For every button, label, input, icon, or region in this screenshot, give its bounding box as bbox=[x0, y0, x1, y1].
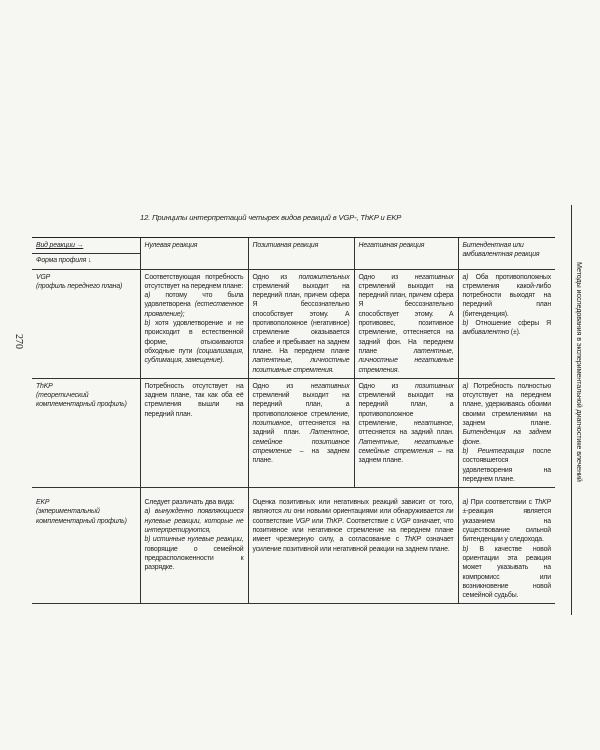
cell-text: позитивное bbox=[252, 420, 291, 428]
row-label bbox=[32, 269, 140, 378]
cell-text: Латентные, негативные семейные стремления bbox=[358, 438, 454, 455]
cell-text: стремлений выходит на передний план, причем сфера Я бессознательно способствует этому. А противовес, позитивное стремление, оттесняется на задний фон. На переднем плане bbox=[358, 282, 454, 355]
cell-text: VGP bbox=[295, 517, 310, 525]
cell-text: стремлений выходит на передний план, причем сфера Я бессознательно способствует этому. А противоположное (негативное) стремление оказывается слабее и пребывает на заднем плане. На переднем плане bbox=[252, 282, 350, 355]
cell-text: Потребность полностью отсутствует на переднем плане, удерживаясь обоими своими стремлениями на заднем плане. bbox=[462, 382, 551, 428]
cell-text: (социализация, сублимация, замещение). bbox=[144, 347, 244, 365]
cell-text: потому что была удовлетворена bbox=[144, 292, 244, 309]
row-label-title: ThKP bbox=[36, 382, 53, 390]
cell-text: Битенденция на заднем фоне. bbox=[462, 429, 551, 446]
cell-text: Отношение сферы Я bbox=[468, 320, 551, 328]
corner-header bbox=[32, 238, 140, 270]
cell-text: ли bbox=[283, 508, 292, 516]
table-cell-merged bbox=[248, 488, 458, 604]
cell-text: Латентное, семейное позитивное стремление bbox=[252, 429, 350, 455]
table-cell bbox=[458, 378, 555, 487]
cell-text: латентные, личностные негативные стремления. bbox=[358, 347, 454, 374]
cell-text: означает, что позитивное или негативное стремление на переднем плане имеет чрезмерную силу, а согласование с bbox=[252, 517, 454, 544]
cell-text: говорящие о семейной предрасположенности к разрядке. bbox=[144, 545, 244, 572]
cell-text: ThKP bbox=[534, 499, 551, 507]
table-cell bbox=[354, 269, 458, 378]
row-label-subtitle: (профиль переднего плана) bbox=[36, 282, 123, 290]
cell-text: VGP bbox=[396, 517, 411, 525]
row-label bbox=[32, 488, 140, 604]
row-label-title: EKP bbox=[36, 499, 50, 507]
cell-text: стремлений выходит на передний план, а противоположное стремление, bbox=[252, 392, 350, 418]
cell-text: ±-реакция является указанием на существование сильной битенденции у следохода. bbox=[462, 508, 551, 544]
cell-text: В качестве новой ориентации эта реакция может указывать на компромисс или возникновение новой семейной судьбы. bbox=[462, 545, 551, 600]
cell-text: означает усиление позитивной или негативной реакции на заднем плане. bbox=[252, 536, 454, 553]
cell-text: – на заднем плане. bbox=[252, 447, 350, 465]
table-cell bbox=[248, 378, 354, 487]
corner-top-label: Вид реакции → bbox=[36, 242, 84, 249]
cell-text: Соответствующая потребность отсутствует на переднем плане: bbox=[144, 273, 244, 290]
row-label bbox=[32, 378, 140, 487]
cell-text: Следует различать два вида: bbox=[144, 499, 235, 507]
cell-text: a) bbox=[462, 499, 469, 507]
cell-text: амбивалентно bbox=[462, 329, 510, 337]
column-header-ambivalent: Битендентная или амбивалентная реакция bbox=[458, 238, 555, 270]
cell-text: b) bbox=[462, 320, 469, 328]
row-label-title: VGP bbox=[36, 273, 51, 281]
cell-text: латентные, личностные позитивные стремления. bbox=[252, 357, 350, 374]
cell-text: Одно из bbox=[358, 273, 415, 281]
table-cell bbox=[248, 269, 354, 378]
cell-text: b) истинные нулевые реакции, bbox=[144, 536, 244, 544]
page-number: 270 bbox=[13, 334, 24, 349]
cell-text: Оба противоположных стремления какой-либо потребности выходят на передний план (битенденция). bbox=[462, 273, 551, 318]
cell-text: (естественное проявление); bbox=[144, 301, 244, 318]
table-row-thkp bbox=[32, 378, 555, 487]
running-head: Методы исследования в экспериментальной диагностике влечений bbox=[575, 262, 584, 482]
cell-text: Одно из bbox=[252, 382, 311, 390]
cell-text: Потребность отсутствует на заднем плане, так как оба её стремления вышли на передний план. bbox=[144, 382, 244, 418]
cell-text: b) Реинтеграция bbox=[462, 447, 524, 455]
running-head-rule bbox=[571, 205, 572, 615]
column-header-negative: Негативная реакция bbox=[354, 238, 458, 270]
table-cell bbox=[140, 378, 248, 487]
cell-text: негативное bbox=[413, 420, 452, 428]
cell-text: после состоявшегося удовлетворения на переднем плане. bbox=[462, 447, 551, 483]
row-label-subtitle: (экпериментальный комплементарный профиль) bbox=[36, 508, 127, 525]
column-header-positive: Позитивная реакция bbox=[248, 238, 354, 270]
cell-text: b) bbox=[144, 320, 151, 328]
table-cell bbox=[458, 269, 555, 378]
cell-text: a) bbox=[144, 292, 151, 300]
cell-text: ThKP bbox=[404, 536, 421, 544]
cell-text: или bbox=[309, 517, 326, 525]
table-cell bbox=[354, 378, 458, 487]
header-row bbox=[32, 238, 555, 270]
cell-text: a) вынужденно появляющиеся нулевые реакции, которые не интерпретируются, bbox=[144, 508, 244, 535]
cell-text: a) bbox=[462, 382, 469, 390]
cell-text: положительных bbox=[298, 273, 350, 281]
table-cell bbox=[140, 269, 248, 378]
table-cell bbox=[458, 488, 555, 604]
corner-bottom-label: Форма профиля ↓ bbox=[32, 253, 140, 265]
table-row-vgp bbox=[32, 269, 555, 378]
cell-text: Оценка позитивных или негативных реакций зависит от того, являются bbox=[252, 499, 454, 516]
cell-text: негативных bbox=[414, 273, 454, 281]
interpretation-table bbox=[32, 237, 555, 604]
table-row-ekp bbox=[32, 488, 555, 604]
row-label-subtitle: (теоретический комплементарный профиль) bbox=[36, 392, 127, 409]
cell-text: стремлений выходит на передний план, а противоположное стремление, bbox=[358, 392, 454, 428]
cell-text: Одно из bbox=[252, 273, 299, 281]
cell-text: позитивных bbox=[414, 382, 454, 390]
cell-text: , оттесняется на задний план. bbox=[358, 420, 454, 437]
cell-text: a) bbox=[462, 273, 469, 281]
cell-text: . Соответствие с bbox=[342, 517, 397, 525]
cell-text: хотя удовлетворение и не происходит в естественной форме, отыскиваются обходные пути bbox=[144, 320, 244, 355]
cell-text: ThKP bbox=[325, 517, 343, 525]
table-title: 12. Принципы интерпретаций четырех видов реакций в VGP-, ThKP и EKP bbox=[140, 213, 402, 222]
cell-text: b) bbox=[462, 545, 469, 553]
cell-text: – на заднем плане. bbox=[358, 447, 454, 465]
cell-text: , оттесняется на задний план. bbox=[252, 420, 350, 437]
column-header-null: Нулевая реакция bbox=[140, 238, 248, 270]
cell-text: (±). bbox=[509, 329, 521, 337]
cell-text: Одно из bbox=[358, 382, 415, 390]
cell-text: негативных bbox=[310, 382, 350, 390]
cell-text: они новыми ориентациями или обнаруживается ли соответствие bbox=[252, 508, 454, 525]
cell-text: При соответствии с bbox=[468, 499, 535, 507]
table-cell bbox=[140, 488, 248, 604]
